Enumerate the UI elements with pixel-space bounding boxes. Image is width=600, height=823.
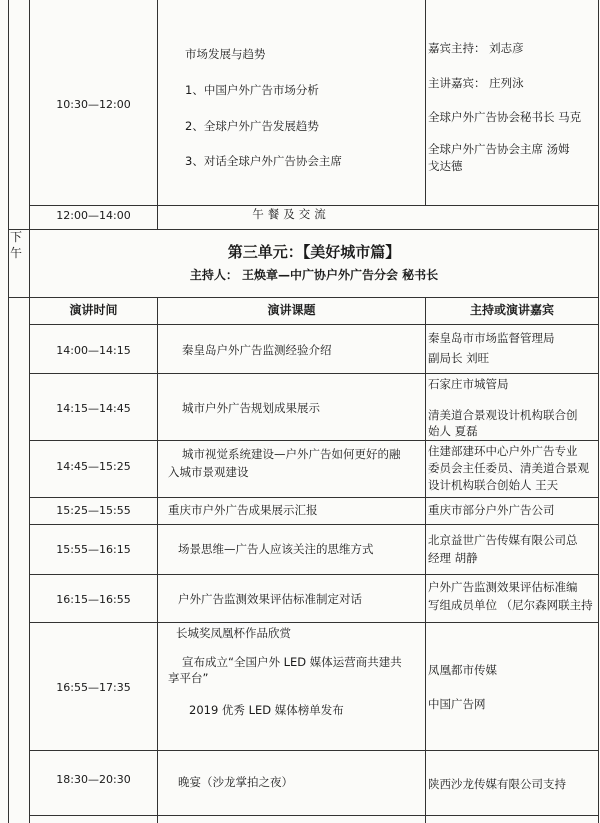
table-row-topic: 重庆市户外广告成果展示汇报	[168, 503, 318, 517]
afternoon-label-char: 下	[9, 230, 22, 244]
table-row-guest: 清美道合景观设计机构联合创	[428, 408, 578, 422]
table-row-time: 14:15—14:45	[56, 402, 131, 415]
table-row-guest: 陕西沙龙传媒有限公司支持	[428, 777, 566, 791]
table-row-guest: 凤凰都市传媒	[428, 663, 497, 677]
table-row-topic: 入城市景观建设	[168, 465, 249, 479]
afternoon-label	[9, 229, 23, 261]
outer-right-border	[598, 0, 599, 823]
session-topic: 1、中国户外广告市场分析	[185, 83, 319, 97]
unit-title: 第三单元：【美好城市篇】	[227, 243, 401, 261]
table-row-topic: 秦皇岛户外广告监测经验介绍	[182, 343, 332, 357]
row-divider	[29, 750, 599, 751]
row-divider	[29, 524, 599, 525]
table-row-time: 18:30—20:30	[56, 773, 131, 786]
row-divider	[29, 815, 599, 816]
guest-line: 全球户外广告协会秘书长 马克	[428, 110, 582, 124]
row-divider	[8, 229, 599, 230]
table-row-topic: 2019 优秀 LED 媒体榜单发布	[189, 703, 344, 717]
table-row-guest: 户外广告监测效果评估标准编	[428, 580, 578, 594]
guest-line: 嘉宾主持： 刘志彦	[428, 41, 524, 55]
time-column-border-bottom	[157, 297, 158, 823]
table-row-topic: 户外广告监测效果评估标准制定对话	[178, 592, 362, 606]
table-row-guest: 秦皇岛市市场监督管理局	[428, 331, 555, 345]
table-row-time: 16:55—17:35	[56, 681, 131, 694]
table-row-guest: 写组成员单位 （尼尔森网联主持	[428, 598, 593, 612]
table-row-guest: 石家庄市城管局	[428, 377, 509, 391]
table-row-guest: 中国广告网	[428, 697, 486, 711]
lunch-time: 12:00—14:00	[56, 209, 131, 222]
row-divider	[29, 373, 599, 374]
table-row-time: 14:00—14:15	[56, 344, 131, 357]
table-row-topic: 长城奖凤凰杯作品欣赏	[176, 626, 291, 640]
row-divider	[29, 440, 599, 441]
session-topic-title: 市场发展与趋势	[185, 47, 266, 61]
guest-line: 戈达德	[428, 159, 463, 173]
table-row-guest: 重庆市部分户外广告公司	[428, 503, 555, 517]
table-row-guest: 住建部建环中心户外广告专业	[428, 444, 578, 458]
guest-column-border-top	[425, 0, 426, 205]
table-row-time: 14:45—15:25	[56, 460, 131, 473]
table-row-time: 15:55—16:15	[56, 543, 131, 556]
table-row-guest: 设计机构联合创始人 王天	[428, 478, 559, 492]
unit-host: 主持人： 王焕章—中广协户外广告分会 秘书长	[189, 268, 439, 282]
guest-line: 主讲嘉宾： 庄列泳	[428, 76, 524, 90]
outer-left-border	[8, 0, 9, 823]
table-row-time: 16:15—16:55	[56, 593, 131, 606]
table-row-guest: 副局长 刘旺	[428, 351, 490, 365]
time-column-border-top	[157, 0, 158, 229]
guest-column-border-bottom	[425, 297, 426, 823]
table-row-topic: 城市户外广告规划成果展示	[182, 401, 320, 415]
table-row-guest: 委员会主任委员、清美道合景观	[428, 461, 589, 475]
row-divider	[29, 622, 599, 623]
row-divider	[29, 574, 599, 575]
header-guest: 主持或演讲嘉宾	[469, 303, 554, 317]
table-row-topic: 晚宴（沙龙掌拍之夜）	[178, 775, 293, 789]
row-divider	[8, 297, 599, 298]
table-row-guest: 北京益世广告传媒有限公司总	[428, 533, 578, 547]
header-time: 演讲时间	[69, 303, 118, 317]
session-topic: 2、全球户外广告发展趋势	[185, 119, 319, 133]
guest-line: 全球户外广告协会主席 汤姆	[428, 142, 570, 156]
table-row-time: 15:25—15:55	[56, 504, 131, 517]
session-time: 10:30—12:00	[56, 98, 131, 111]
lunch-label: 午餐及交流	[252, 207, 330, 221]
table-row-topic: 宣布成立“全国户外 LED 媒体运营商共建共	[182, 655, 402, 669]
row-divider	[29, 497, 599, 498]
row-divider	[29, 324, 599, 325]
header-topic: 演讲课题	[267, 303, 316, 317]
session-topic: 3、对话全球户外广告协会主席	[185, 154, 342, 168]
table-row-guest: 经理 胡静	[428, 551, 478, 565]
afternoon-label-char: 午	[9, 246, 22, 260]
table-row-topic: 城市视觉系统建设—户外广告如何更好的融	[182, 447, 401, 461]
table-row-topic: 享平台”	[168, 671, 209, 685]
table-row-guest: 始人 夏磊	[428, 424, 478, 438]
table-row-topic: 场景思维—广告人应该关注的思维方式	[178, 542, 374, 556]
